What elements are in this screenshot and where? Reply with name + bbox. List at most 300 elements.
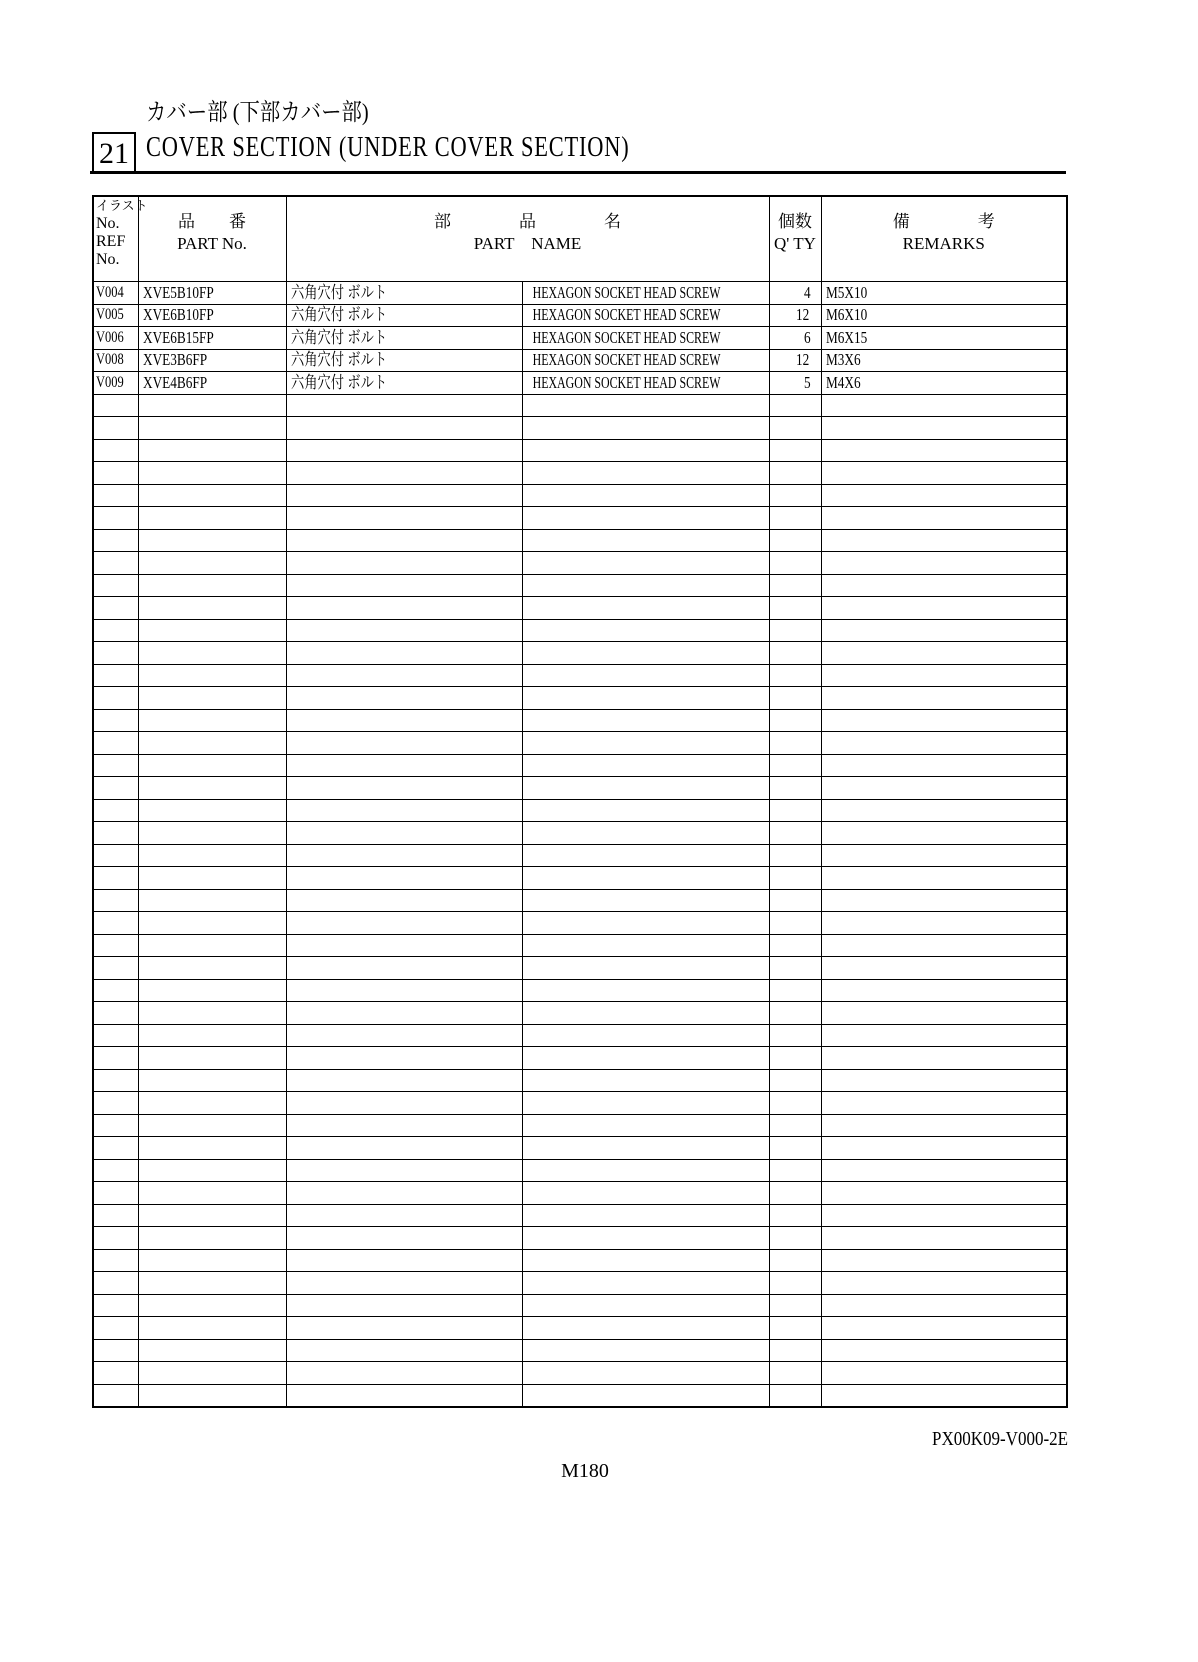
part-name-jp-cell: [286, 642, 522, 665]
part-name-jp-cell: [286, 844, 522, 867]
qty-cell: [769, 912, 821, 935]
part-no-cell-text: XVE6B15FP: [142, 327, 214, 347]
ref-cell: [93, 822, 138, 845]
header-part-no-jp: 品 番: [178, 212, 246, 231]
ref-cell: [93, 732, 138, 755]
table-row: [93, 867, 1067, 890]
ref-cell: [93, 484, 138, 507]
table-row: [93, 327, 1067, 350]
part-name-en-cell: [522, 822, 769, 845]
header-qty-en: Q' TY: [774, 234, 816, 253]
ref-cell: [93, 1204, 138, 1227]
header-remarks-en: REMARKS: [902, 234, 985, 253]
qty-cell: [769, 957, 821, 980]
part-name-en-cell: [522, 687, 769, 710]
ref-cell: [93, 1159, 138, 1182]
page-number: M180: [561, 1460, 609, 1482]
part-no-cell: [138, 574, 286, 597]
ref-cell: [93, 1114, 138, 1137]
qty-cell: [769, 777, 821, 800]
table-row: [93, 1317, 1067, 1340]
qty-cell: [769, 327, 821, 350]
table-row: [93, 1272, 1067, 1295]
part-name-en-cell: [522, 1137, 769, 1160]
remarks-cell: [821, 1092, 1067, 1115]
table-row: [93, 777, 1067, 800]
table-row: [93, 642, 1067, 665]
part-no-cell: [138, 552, 286, 575]
part-no-cell: [138, 979, 286, 1002]
part-name-jp-cell: [286, 1227, 522, 1250]
remarks-cell: [821, 1137, 1067, 1160]
part-name-en-cell: [522, 619, 769, 642]
part-name-jp-cell: [286, 327, 522, 350]
part-name-jp-cell: [286, 1092, 522, 1115]
qty-cell-text: 12: [795, 350, 809, 370]
ref-cell: [93, 709, 138, 732]
remarks-cell: [821, 844, 1067, 867]
table-row: [93, 439, 1067, 462]
qty-cell: [769, 1159, 821, 1182]
remarks-cell: [821, 1227, 1067, 1250]
ref-cell: [93, 1362, 138, 1385]
remarks-cell: [821, 1159, 1067, 1182]
header-part-no: [138, 196, 286, 282]
part-name-jp-cell: [286, 822, 522, 845]
part-name-en-cell: [522, 417, 769, 440]
part-name-en-cell: [522, 867, 769, 890]
ref-cell: [93, 1227, 138, 1250]
section-number: 21: [92, 132, 136, 172]
part-name-jp-cell: [286, 687, 522, 710]
qty-cell: [769, 484, 821, 507]
header-ref-label: REF: [96, 233, 126, 250]
table-row: [93, 709, 1067, 732]
part-no-cell: [138, 1317, 286, 1340]
part-name-jp-cell: [286, 574, 522, 597]
part-no-cell-text: XVE4B6FP: [142, 372, 207, 392]
part-name-en-cell: [522, 1294, 769, 1317]
part-name-en-cell: [522, 552, 769, 575]
qty-cell: [769, 979, 821, 1002]
table-row: [93, 1069, 1067, 1092]
table-row: [93, 687, 1067, 710]
qty-cell: [769, 934, 821, 957]
part-name-en-cell: [522, 1092, 769, 1115]
title-rule: [90, 171, 1066, 174]
ref-cell: [93, 1024, 138, 1047]
part-name-en-cell: [522, 1159, 769, 1182]
part-name-en-cell: [522, 484, 769, 507]
part-name-jp-cell: [286, 1182, 522, 1205]
table-row: [93, 349, 1067, 372]
header-qty: [769, 196, 821, 282]
qty-cell: [769, 844, 821, 867]
qty-cell: [769, 822, 821, 845]
ref-cell: [93, 619, 138, 642]
part-name-jp-cell: [286, 1047, 522, 1070]
remarks-cell: [821, 1002, 1067, 1025]
qty-cell: [769, 709, 821, 732]
part-no-cell: [138, 1024, 286, 1047]
part-name-en-cell: [522, 1069, 769, 1092]
ref-cell: [93, 889, 138, 912]
qty-cell: [769, 372, 821, 395]
part-name-en-cell: [522, 574, 769, 597]
part-name-jp-cell: [286, 439, 522, 462]
part-no-cell: [138, 642, 286, 665]
qty-cell: [769, 462, 821, 485]
remarks-cell: [821, 462, 1067, 485]
header-part-name-jp: 部 品 名: [434, 212, 621, 231]
part-no-cell: [138, 1182, 286, 1205]
part-name-en-cell: [522, 1384, 769, 1407]
part-name-jp-cell: [286, 912, 522, 935]
remarks-cell: [821, 597, 1067, 620]
table-row: [93, 1294, 1067, 1317]
table-row: [93, 1204, 1067, 1227]
part-no-cell: [138, 1114, 286, 1137]
part-name-en-cell: [522, 1227, 769, 1250]
ref-cell-text: V004: [96, 283, 124, 301]
qty-cell: [769, 1294, 821, 1317]
table-row: [93, 822, 1067, 845]
qty-cell: [769, 732, 821, 755]
ref-cell: [93, 507, 138, 530]
part-no-cell-text: XVE6B10FP: [142, 305, 214, 325]
part-name-jp-cell: [286, 417, 522, 440]
part-name-jp-cell: [286, 507, 522, 530]
part-no-cell: [138, 1002, 286, 1025]
part-name-jp-cell: [286, 462, 522, 485]
table-row: [93, 282, 1067, 305]
part-no-cell: [138, 889, 286, 912]
part-no-cell: [138, 732, 286, 755]
qty-cell: [769, 642, 821, 665]
part-name-jp-cell-text: 六角穴付 ボルト: [290, 372, 387, 392]
qty-cell: [769, 1249, 821, 1272]
part-no-cell: [138, 822, 286, 845]
remarks-cell: [821, 1024, 1067, 1047]
remarks-cell: [821, 529, 1067, 552]
part-name-jp-cell: [286, 1339, 522, 1362]
header-remarks-jp: 備 考: [892, 212, 995, 231]
table-row: [93, 574, 1067, 597]
ref-cell: [93, 394, 138, 417]
remarks-cell: [821, 732, 1067, 755]
part-name-jp-cell-text: 六角穴付 ボルト: [290, 327, 387, 347]
table-row: [93, 934, 1067, 957]
ref-cell: [93, 439, 138, 462]
qty-cell: [769, 1204, 821, 1227]
qty-cell: [769, 867, 821, 890]
table-row: [93, 1249, 1067, 1272]
remarks-cell: [821, 304, 1067, 327]
remarks-cell: [821, 1317, 1067, 1340]
table-row: [93, 957, 1067, 980]
table-row: [93, 1362, 1067, 1385]
ref-cell: [93, 304, 138, 327]
part-name-en-cell-text: HEXAGON SOCKET HEAD SCREW: [532, 350, 720, 370]
remarks-cell: [821, 1047, 1067, 1070]
table-row: [93, 664, 1067, 687]
table-row: [93, 889, 1067, 912]
part-no-cell: [138, 394, 286, 417]
part-no-cell-text: XVE5B10FP: [142, 282, 214, 302]
remarks-cell: [821, 957, 1067, 980]
part-name-en-cell: [522, 439, 769, 462]
part-no-cell: [138, 1249, 286, 1272]
table-row: [93, 799, 1067, 822]
part-no-cell: [138, 1047, 286, 1070]
part-name-en-cell: [522, 889, 769, 912]
table-row: [93, 417, 1067, 440]
remarks-cell: [821, 574, 1067, 597]
part-name-jp-cell: [286, 664, 522, 687]
part-name-en-cell: [522, 1339, 769, 1362]
remarks-cell: [821, 484, 1067, 507]
title-japanese: カバー部 (下部カバー部): [146, 100, 369, 126]
part-name-jp-cell: [286, 709, 522, 732]
part-no-cell: [138, 754, 286, 777]
part-name-jp-cell-text: 六角穴付 ボルト: [290, 305, 387, 325]
part-name-jp-cell: [286, 1294, 522, 1317]
part-no-cell: [138, 867, 286, 890]
ref-cell: [93, 754, 138, 777]
part-name-en-cell: [522, 957, 769, 980]
part-name-en-cell: [522, 1362, 769, 1385]
part-no-cell: [138, 912, 286, 935]
part-name-en-cell: [522, 934, 769, 957]
ref-cell-text: V005: [96, 306, 124, 324]
remarks-cell: [821, 394, 1067, 417]
part-no-cell: [138, 304, 286, 327]
part-no-cell: [138, 1137, 286, 1160]
part-name-en-cell: [522, 844, 769, 867]
part-name-en-cell: [522, 1272, 769, 1295]
table-row: [93, 1047, 1067, 1070]
table-row: [93, 1384, 1067, 1407]
part-no-cell: [138, 687, 286, 710]
part-name-jp-cell: [286, 1384, 522, 1407]
remarks-cell-text: M5X10: [825, 282, 867, 302]
part-name-jp-cell: [286, 552, 522, 575]
part-name-jp-cell: [286, 732, 522, 755]
qty-cell: [769, 417, 821, 440]
part-no-cell: [138, 777, 286, 800]
part-name-en-cell: [522, 462, 769, 485]
part-name-en-cell: [522, 1114, 769, 1137]
remarks-cell: [821, 349, 1067, 372]
ref-cell: [93, 799, 138, 822]
part-no-cell: [138, 1159, 286, 1182]
part-no-cell: [138, 1204, 286, 1227]
part-name-jp-cell: [286, 349, 522, 372]
table-row: [93, 1092, 1067, 1115]
part-name-en-cell-text: HEXAGON SOCKET HEAD SCREW: [532, 282, 720, 302]
part-name-jp-cell: [286, 889, 522, 912]
header-part-no-en: PART No.: [177, 234, 247, 253]
part-name-jp-cell: [286, 394, 522, 417]
part-name-en-cell-text: HEXAGON SOCKET HEAD SCREW: [532, 327, 720, 347]
ref-cell: [93, 1092, 138, 1115]
remarks-cell: [821, 372, 1067, 395]
remarks-cell: [821, 552, 1067, 575]
part-name-en-cell-text: HEXAGON SOCKET HEAD SCREW: [532, 372, 720, 392]
ref-cell-text: V009: [96, 373, 124, 391]
part-name-en-cell: [522, 664, 769, 687]
header-ref: [93, 196, 148, 282]
part-name-en-cell: [522, 1024, 769, 1047]
qty-cell: [769, 619, 821, 642]
part-no-cell: [138, 664, 286, 687]
ref-cell: [93, 1137, 138, 1160]
table-row: [93, 1137, 1067, 1160]
part-name-en-cell: [522, 304, 769, 327]
part-name-jp-cell: [286, 484, 522, 507]
part-name-jp-cell: [286, 282, 522, 305]
ref-cell: [93, 1069, 138, 1092]
ref-cell: [93, 597, 138, 620]
header-ref-no: No.: [96, 215, 120, 232]
part-name-jp-cell: [286, 1362, 522, 1385]
remarks-cell: [821, 867, 1067, 890]
qty-cell: [769, 1317, 821, 1340]
part-name-en-cell: [522, 349, 769, 372]
header-remarks: [821, 196, 1067, 282]
table-row: [93, 1002, 1067, 1025]
part-name-jp-cell: [286, 1024, 522, 1047]
qty-cell: [769, 1047, 821, 1070]
ref-cell-text: V008: [96, 351, 124, 369]
part-no-cell: [138, 844, 286, 867]
part-name-jp-cell: [286, 597, 522, 620]
ref-cell: [93, 574, 138, 597]
remarks-cell: [821, 709, 1067, 732]
qty-cell: [769, 282, 821, 305]
ref-cell: [93, 957, 138, 980]
part-no-cell: [138, 1069, 286, 1092]
part-name-jp-cell: [286, 799, 522, 822]
ref-cell: [93, 327, 138, 350]
part-no-cell: [138, 709, 286, 732]
part-name-en-cell: [522, 754, 769, 777]
part-no-cell-text: XVE3B6FP: [142, 350, 207, 370]
table-row: [93, 754, 1067, 777]
remarks-cell-text: M6X10: [825, 305, 867, 325]
qty-cell: [769, 1339, 821, 1362]
remarks-cell: [821, 1114, 1067, 1137]
ref-cell: [93, 1272, 138, 1295]
part-name-en-cell: [522, 597, 769, 620]
ref-cell: [93, 912, 138, 935]
part-name-jp-cell: [286, 777, 522, 800]
part-no-cell: [138, 327, 286, 350]
qty-cell: [769, 349, 821, 372]
table-row: [93, 732, 1067, 755]
remarks-cell-text: M3X6: [825, 350, 861, 370]
part-name-jp-cell: [286, 372, 522, 395]
ref-cell-text: V006: [96, 328, 124, 346]
part-name-jp-cell: [286, 957, 522, 980]
qty-cell: [769, 1137, 821, 1160]
part-name-en-cell: [522, 507, 769, 530]
remarks-cell: [821, 507, 1067, 530]
remarks-cell: [821, 822, 1067, 845]
remarks-cell: [821, 439, 1067, 462]
remarks-cell: [821, 1339, 1067, 1362]
part-no-cell: [138, 529, 286, 552]
ref-cell: [93, 642, 138, 665]
part-no-cell: [138, 934, 286, 957]
ref-cell: [93, 529, 138, 552]
qty-cell: [769, 1002, 821, 1025]
part-no-cell: [138, 1227, 286, 1250]
ref-cell: [93, 372, 138, 395]
parts-table: [92, 195, 1068, 1408]
header-part-name: [286, 196, 769, 282]
part-no-cell: [138, 1384, 286, 1407]
part-name-en-cell: [522, 642, 769, 665]
ref-cell: [93, 417, 138, 440]
part-no-cell: [138, 417, 286, 440]
part-name-en-cell: [522, 529, 769, 552]
remarks-cell: [821, 1204, 1067, 1227]
table-row: [93, 484, 1067, 507]
part-name-en-cell: [522, 282, 769, 305]
table-row: [93, 304, 1067, 327]
qty-cell: [769, 1384, 821, 1407]
part-name-jp-cell: [286, 1159, 522, 1182]
table-header: [93, 196, 1067, 282]
part-name-jp-cell: [286, 1069, 522, 1092]
remarks-cell: [821, 934, 1067, 957]
part-no-cell: [138, 462, 286, 485]
table-row: [93, 979, 1067, 1002]
remarks-cell: [821, 754, 1067, 777]
part-name-jp-cell: [286, 1317, 522, 1340]
part-name-en-cell: [522, 1317, 769, 1340]
qty-cell: [769, 529, 821, 552]
part-name-en-cell: [522, 1249, 769, 1272]
part-name-jp-cell: [286, 619, 522, 642]
part-name-jp-cell: [286, 304, 522, 327]
header-ref-jp: イラスト: [96, 198, 148, 213]
part-no-cell: [138, 372, 286, 395]
ref-cell: [93, 867, 138, 890]
part-name-en-cell: [522, 732, 769, 755]
ref-cell: [93, 1294, 138, 1317]
table-row: [93, 507, 1067, 530]
qty-cell: [769, 1362, 821, 1385]
ref-cell: [93, 1317, 138, 1340]
part-no-cell: [138, 484, 286, 507]
remarks-cell: [821, 777, 1067, 800]
remarks-cell: [821, 912, 1067, 935]
qty-cell: [769, 439, 821, 462]
remarks-cell: [821, 282, 1067, 305]
part-name-jp-cell: [286, 979, 522, 1002]
part-name-jp-cell: [286, 1002, 522, 1025]
qty-cell: [769, 889, 821, 912]
ref-cell: [93, 777, 138, 800]
remarks-cell: [821, 1362, 1067, 1385]
remarks-cell: [821, 1182, 1067, 1205]
qty-cell: [769, 1182, 821, 1205]
part-no-cell: [138, 349, 286, 372]
ref-cell: [93, 664, 138, 687]
remarks-cell: [821, 664, 1067, 687]
